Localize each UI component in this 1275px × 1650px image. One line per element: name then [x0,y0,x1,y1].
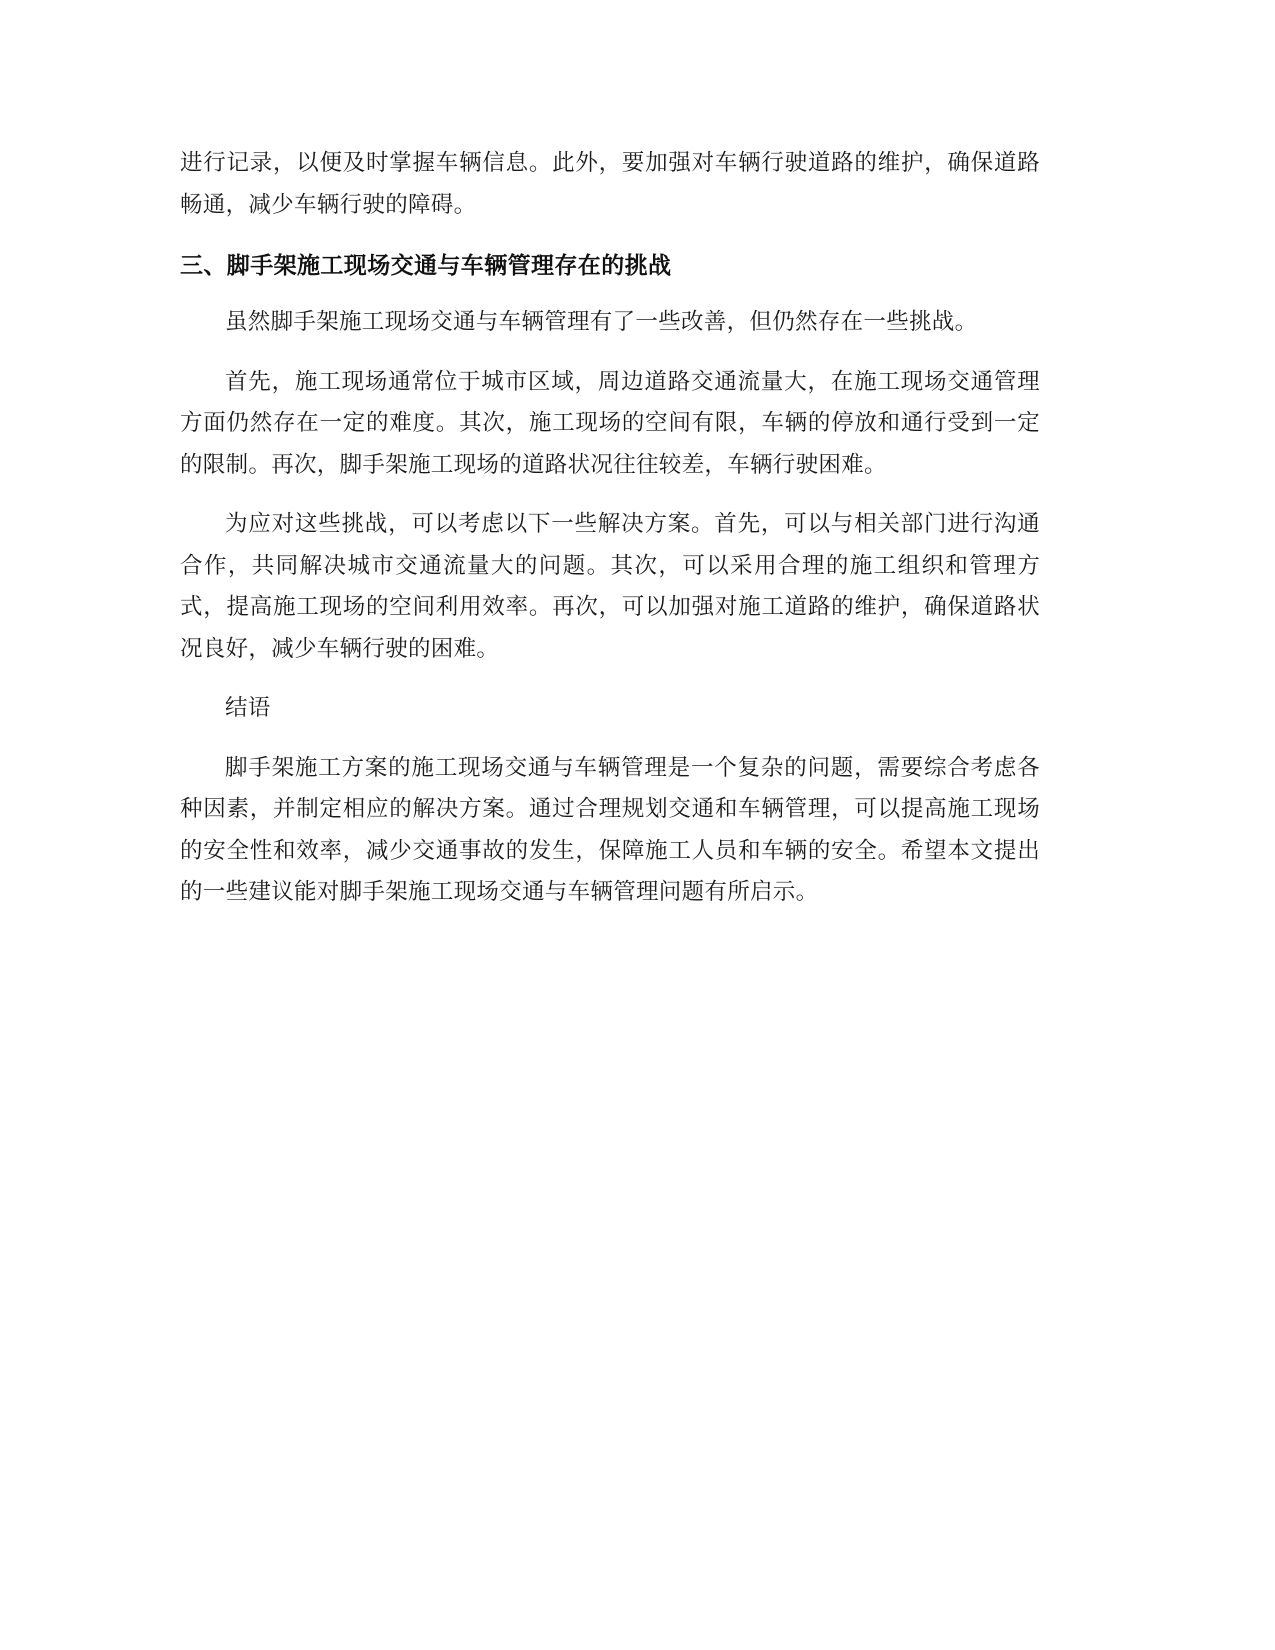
paragraph-continuation: 进行记录，以便及时掌握车辆信息。此外，要加强对车辆行驶道路的维护，确保道路畅通，减少车辆行驶的障碍。 [180,150,1040,218]
paragraph-conclusion-title: 结语 [225,695,271,721]
paragraph-challenges-details: 首先，施工现场通常位于城市区域，周边道路交通流量大，在施工现场交通管理方面仍然存在一定的难度。其次，施工现场的空间有限，车辆的停放和通行受到一定的限制。再次，脚手架施工现场的道路状况往往较差，车辆行驶困难。 [180,368,1040,478]
section-heading-challenges: 三、脚手架施工现场交通与车辆管理存在的挑战 [180,253,672,279]
paragraph-challenges-intro: 虽然脚手架施工现场交通与车辆管理有了一些改善，但仍然存在一些挑战。 [225,309,978,335]
document-body [180,143,1040,914]
paragraph-solutions: 为应对这些挑战，可以考虑以下一些解决方案。首先，可以与相关部门进行沟通合作，共同解决城市交通流量大的问题。其次，可以采用合理的施工组织和管理方式，提高施工现场的空间利用效率。再次，可以加强对施工道路的维护，确保道路状况良好，减少车辆行驶的困难。 [180,511,1040,662]
paragraph-conclusion: 脚手架施工方案的施工现场交通与车辆管理是一个复杂的问题，需要综合考虑各种因素，并制定相应的解决方案。通过合理规划交通和车辆管理，可以提高施工现场的安全性和效率，减少交通事故的发生，保障施工人员和车辆的安全。希望本文提出的一些建议能对脚手架施工现场交通与车辆管理问题有所启示。 [180,754,1040,905]
